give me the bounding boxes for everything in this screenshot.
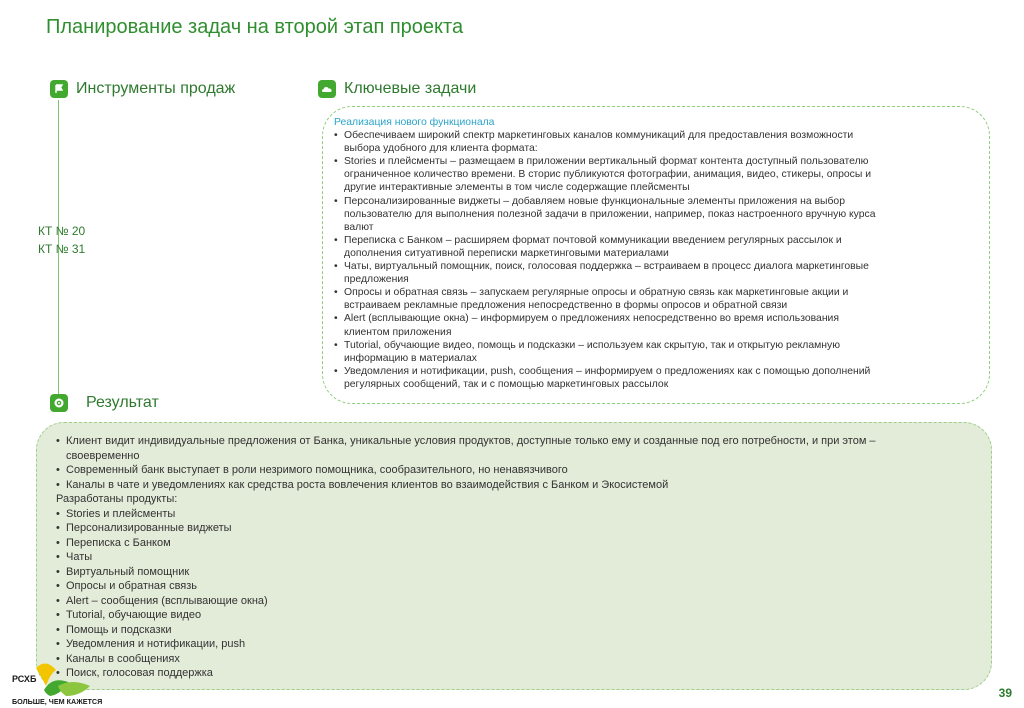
tasks-subheading: Реализация нового функционала	[334, 117, 495, 128]
list-item-line: информацию в материалах	[344, 352, 477, 364]
product-item: • Виртуальный помощник	[56, 565, 956, 580]
result-section-heading	[50, 394, 159, 412]
list-item-line: • Персонализированные виджеты – добавляем новые функциональные элементы приложения на выбор	[344, 195, 845, 207]
tools-section-heading	[50, 80, 235, 98]
list-item-line: • Stories и плейсменты – размещаем в приложении вертикальный формат контента доступный пользователю	[344, 156, 869, 168]
logo-brand-text: РСХБ	[12, 674, 37, 684]
product-item: • Tutorial, обучающие видео	[56, 608, 956, 623]
list-item-line: • Опросы и обратная связь – запускаем регулярные опросы и обратную связь как маркетинговые акции и	[344, 287, 849, 299]
product-item: • Персонализированные виджеты	[56, 521, 956, 536]
page-number: 39	[998, 686, 1012, 700]
list-item	[334, 286, 964, 312]
list-item-line: • Обеспечиваем широкий спектр маркетинговых каналов коммуникаций для предоставления возможности	[344, 130, 854, 142]
tasks-heading-label: Ключевые задачи	[344, 80, 477, 97]
page-title: Планирование задач на второй этап проекта	[46, 16, 464, 38]
products-list	[56, 507, 956, 681]
list-item-line: • Переписка с Банком – расширяем формат почтовой коммуникации введением регулярных рассылок и	[344, 234, 842, 246]
list-item	[334, 129, 964, 155]
product-item: • Поиск, голосовая поддержка	[56, 666, 956, 681]
list-item-line: клиентом приложения	[344, 326, 452, 338]
products-heading: Разработаны продукты:	[56, 493, 178, 505]
rshb-logo	[6, 660, 106, 706]
product-item: • Alert – сообщения (всплывающие окна)	[56, 594, 956, 609]
kt-item: КТ № 31	[38, 242, 86, 256]
list-item	[56, 434, 956, 463]
list-item-line: • Уведомления и нотификации, push, сообщения – информируем о предложениях как с помощью дополнений	[344, 365, 871, 377]
list-item	[334, 260, 964, 286]
kt-list	[38, 222, 85, 258]
list-item	[334, 365, 964, 391]
list-item	[334, 339, 964, 365]
list-item-line: другие интерактивные элементы в том числе содержащие плейсменты	[344, 182, 690, 194]
list-item-line: пользователю для выполнения полезной задачи в приложении, например, показ настроенного вручную курса	[344, 208, 876, 220]
product-item: • Переписка с Банком	[56, 536, 956, 551]
list-item	[56, 463, 956, 478]
list-item-line: валют	[344, 221, 374, 233]
cloud-icon	[318, 80, 336, 98]
list-item	[334, 195, 964, 234]
list-item-line: ограниченное количество времени. В сторис публикуются фотографии, анимация, видео, стикеры, опросы и	[344, 169, 872, 181]
flag-icon	[50, 80, 68, 98]
result-heading-label: Результат	[86, 394, 159, 411]
product-item: • Помощь и подсказки	[56, 623, 956, 638]
tools-heading-label: Инструменты продаж	[76, 80, 236, 97]
list-item-line: регулярных сообщений, так и с помощью маркетинговых рассылок	[344, 378, 669, 390]
list-item-line: дополнения ситуативной переписки маркетинговыми материалами	[344, 247, 669, 259]
list-item-line: • Alert (всплывающие окна) – информируем о предложениях непосредственно во время использования	[344, 313, 839, 325]
list-item-line: • Чаты, виртуальный помощник, поиск, голосовая поддержка – встраиваем в процесс диалога маркетинговые	[344, 261, 869, 273]
list-item	[334, 155, 964, 194]
product-item: • Чаты	[56, 550, 956, 565]
product-item: • Опросы и обратная связь	[56, 579, 956, 594]
tasks-content	[334, 116, 964, 391]
product-item: • Stories и плейсменты	[56, 507, 956, 522]
list-item-line: выбора удобного для клиента формата:	[344, 143, 538, 155]
tasks-list	[334, 129, 964, 391]
result-bullets	[56, 434, 956, 492]
list-item	[334, 312, 964, 338]
list-item-line: встраиваем рекламные предложения непосредственно в формы опросов и обратной связи	[344, 300, 788, 312]
list-item	[334, 234, 964, 260]
gear-icon	[50, 394, 68, 412]
product-item: • Уведомления и нотификации, push	[56, 637, 956, 652]
kt-item: КТ № 20	[38, 224, 86, 238]
list-item-line: • Каналы в чате и уведомлениях как средства роста вовлечения клиентов во взаимодействия с Банком и Экосистемой	[66, 478, 669, 491]
logo-slogan-text: БОЛЬШЕ, ЧЕМ КАЖЕТСЯ	[12, 697, 103, 706]
tasks-section-heading	[318, 80, 476, 98]
list-item	[56, 478, 956, 493]
list-item-line: • Tutorial, обучающие видео, помощь и подсказки – используем как скрытую, так и открытую рекламную	[344, 339, 840, 351]
list-item-line: предложения	[344, 274, 409, 286]
result-content	[56, 434, 956, 681]
list-item-line: • Клиент видит индивидуальные предложения от Банка, уникальные условия продуктов, доступные только ему и созданные под его потребности, и при этом –	[66, 435, 876, 447]
product-item: • Каналы в сообщениях	[56, 652, 956, 667]
list-item-line: • Современный банк выступает в роли незримого помощника, сообразительного, но ненавязчивого	[66, 464, 568, 476]
list-item-line: своевременно	[66, 449, 140, 462]
